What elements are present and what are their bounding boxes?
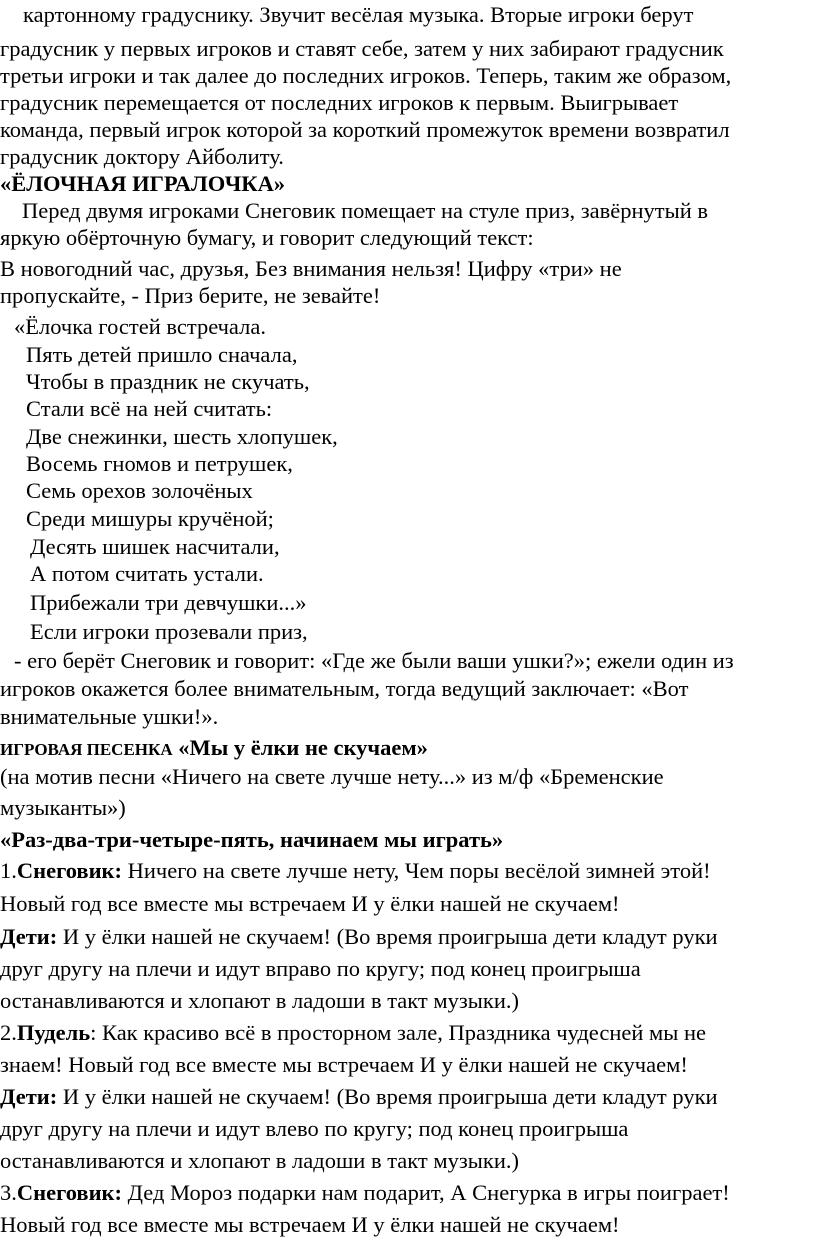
poem-line: А потом считать устали. [30, 561, 264, 586]
poem-line: Чтобы в праздник не скучать, [26, 369, 310, 394]
verse-line: останавливаются и хлопают в ладоши в такт музыки.) [0, 988, 519, 1013]
verse-line [0, 1182, 730, 1205]
text-line: градусник перемещается от последних игроков к первым. Выигрывает [0, 90, 679, 115]
text-line: внимательные ушки!». [0, 704, 219, 729]
verse-text: И у ёлки нашей не скучаем! (Во время проигрыша дети кладут руки [57, 1084, 718, 1109]
speaker-label: Дети: [0, 1084, 58, 1109]
poem-line: Две снежинки, шесть хлопушек, [26, 424, 338, 449]
verse-line: Новый год все вместе мы встречаем И у ёлки нашей не скучаем! [0, 1212, 620, 1237]
speaker-label: Дети: [0, 924, 58, 949]
text-line: третьи игроки и так далее до последних игроков. Теперь, таким же образом, [0, 63, 732, 88]
verse-line [0, 1022, 706, 1045]
text-line: команда, первый игрок которой за короткий промежуток времени возвратил [0, 117, 730, 142]
verse-line: Новый год все вместе мы встречаем И у ёлки нашей не скучаем! [0, 891, 620, 916]
verse-line: останавливаются и хлопают в ладоши в такт музыки.) [0, 1148, 519, 1173]
text-line: градусник доктору Айболиту. [0, 144, 284, 169]
poem-line: Если игроки прозевали приз, [30, 619, 308, 644]
speaker-label: Пудель [16, 1020, 91, 1045]
text-line: градусник у первых игроков и ставят себе, затем у них забирают градусник [0, 36, 724, 61]
poem-line: Среди мишуры кручёной; [26, 506, 274, 531]
verse-number: 3. [0, 1180, 17, 1205]
verse-number: 2. [0, 1020, 17, 1045]
poem-line: Десять шишек насчитали, [30, 534, 280, 559]
text-line: Перед двумя игроками Снеговик помещает на стуле приз, завёрнутый в [22, 198, 708, 223]
verse-number: 1. [0, 858, 17, 883]
verse-text: : Как красиво всё в просторном зале, Праздника чудесней мы не [90, 1020, 707, 1045]
verse-line: знаем! Новый год все вместе мы встречаем И у ёлки нашей не скучаем! [0, 1052, 688, 1077]
poem-line: Восемь гномов и петрушек, [26, 451, 293, 476]
verse-line: друг другу на плечи и идут вправо по кругу; под конец проигрыша [0, 956, 641, 981]
text-line: - его берёт Снеговик и говорит: «Где же были ваши ушки?»; ежели один из [14, 648, 734, 673]
verse-text: Ничего на свете лучше нету, Чем поры весёлой зимней этой! [122, 858, 711, 883]
song-heading-title: «Мы у ёлки не скучаем» [178, 735, 428, 760]
text-line: пропускайте, - Приз берите, не зевайте! [0, 283, 381, 308]
song-heading [0, 737, 428, 760]
text-line: (на мотив песни «Ничего на свете лучше нету...» из м/ф «Бременские [0, 764, 664, 789]
verse-line [0, 1086, 718, 1109]
song-refrain: «Раз-два-три-четыре-пять, начинаем мы играть» [0, 827, 504, 852]
text-line: В новогодний час, друзья, Без внимания нельзя! Цифру «три» не [0, 256, 622, 281]
verse-text: И у ёлки нашей не скучаем! (Во время проигрыша дети кладут руки [57, 924, 718, 949]
verse-text: Дед Мороз подарки нам подарит, А Снегурка в игры поиграет! [122, 1180, 730, 1205]
speaker-label: Снеговик: [16, 858, 122, 883]
song-heading-caps: ИГРОВАЯ ПЕСЕНКА [0, 740, 173, 759]
verse-line [0, 860, 711, 883]
speaker-label: Снеговик: [16, 1180, 122, 1205]
verse-line [0, 926, 718, 949]
text-line: картонному градуснику. Звучит весёлая музыка. Вторые игроки берут [23, 2, 694, 27]
verse-line: друг другу на плечи и идут влево по кругу; под конец проигрыша [0, 1116, 629, 1141]
poem-line: Пять детей пришло сначала, [26, 342, 298, 367]
section-heading: «ЁЛОЧНАЯ ИГРАЛОЧКА» [0, 171, 286, 196]
poem-line: «Ёлочка гостей встречала. [14, 314, 266, 339]
poem-line: Семь орехов золочёных [26, 478, 253, 503]
poem-line: Прибежали три девчушки...» [30, 590, 307, 615]
text-line: яркую обёрточную бумагу, и говорит следующий текст: [0, 225, 534, 250]
text-line: музыканты») [0, 795, 126, 820]
text-line: игроков окажется более внимательным, тогда ведущий заключает: «Вот [0, 676, 689, 701]
poem-line: Стали всё на ней считать: [26, 396, 273, 421]
